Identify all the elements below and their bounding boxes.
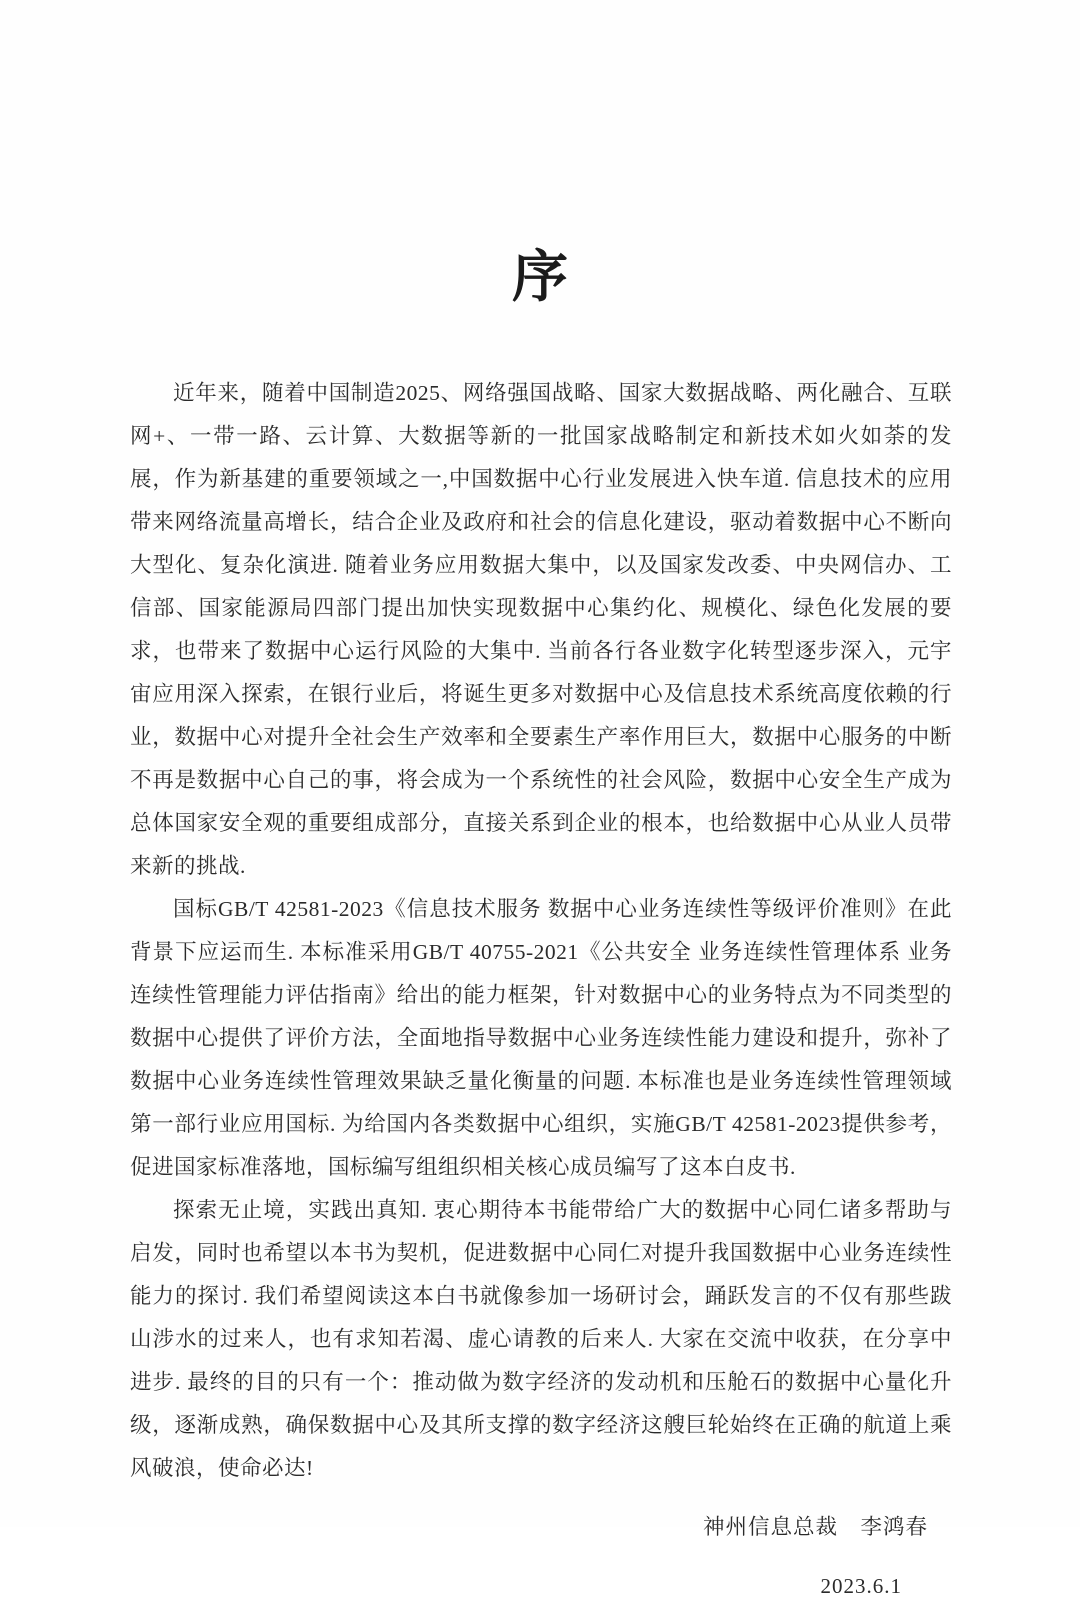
page-title: 序: [512, 247, 570, 309]
paragraph-1: 近年来，随着中国制造2025、网络强国战略、国家大数据战略、两化融合、互联网+、一带一路、云计算、大数据等新的一批国家战略制定和新技术如火如荼的发展，作为新基建的重要领域之一,中国数据中心行业发展进入快车道. 信息技术的应用带来网络流量高增长，结合企业及政府和社会的信息化建设，驱动着数据中心不断向大型化、复杂化演进. 随着业务应用数据大集中，以及国家发改委、中央网信办、工信部、国家能源局四部门提出加快实现数据中心集约化、规模化、绿色化发展的要求，也带来了数据中心运行风险的大集中. 当前各行各业数字化转型逐步深入，元宇宙应用深入探索，在银行业后，将诞生更多对数据中心及信息技术系统高度依赖的行业，数据中心对提升全社会生产效率和全要素生产率作用巨大，数据中心服务的中断不再是数据中心自己的事，将会成为一个系统性的社会风险，数据中心安全生产成为总体国家安全观的重要组成部分，直接关系到企业的根本，也给数据中心从业人员带来新的挑战.: [130, 380, 952, 878]
signature-date: 2023.6.1: [820, 1573, 902, 1598]
signature-block: [130, 1506, 952, 1601]
preface-body: [130, 372, 952, 1490]
author-signature: 神州信息总裁 李鸿春: [702, 1514, 928, 1539]
paragraph-2: 国标GB/T 42581-2023《信息技术服务 数据中心业务连续性等级评价准则》在此背景下应运而生. 本标准采用GB/T 40755-2021《公共安全 业务连续性管理体系 业务连续性管理能力评估指南》给出的能力框架，针对数据中心的业务特点为不同类型的数据中心提供了评价方法，全面地指导数据中心业务连续性能力建设和提升，弥补了数据中心业务连续性管理效果缺乏量化衡量的问题. 本标准也是业务连续性管理领域第一部行业应用国标. 为给国内各类数据中心组织，实施GB/T 42581-2023提供参考，促进国家标准落地，国标编写组组织相关核心成员编写了这本白皮书.: [130, 896, 952, 1179]
paragraph-3: 探索无止境，实践出真知. 衷心期待本书能带给广大的数据中心同仁诸多帮助与启发，同时也希望以本书为契机，促进数据中心同仁对提升我国数据中心业务连续性能力的探讨. 我们希望阅读这本白书就像参加一场研讨会，踊跃发言的不仅有那些跋山涉水的过来人，也有求知若渴、虚心请教的后来人. 大家在交流中收获，在分享中进步. 最终的目的只有一个：推动做为数字经济的发动机和压舱石的数据中心量化升级，逐渐成熟，确保数据中心及其所支撑的数字经济这艘巨轮始终在正确的航道上乘风破浪，使命必达!: [130, 1197, 952, 1480]
